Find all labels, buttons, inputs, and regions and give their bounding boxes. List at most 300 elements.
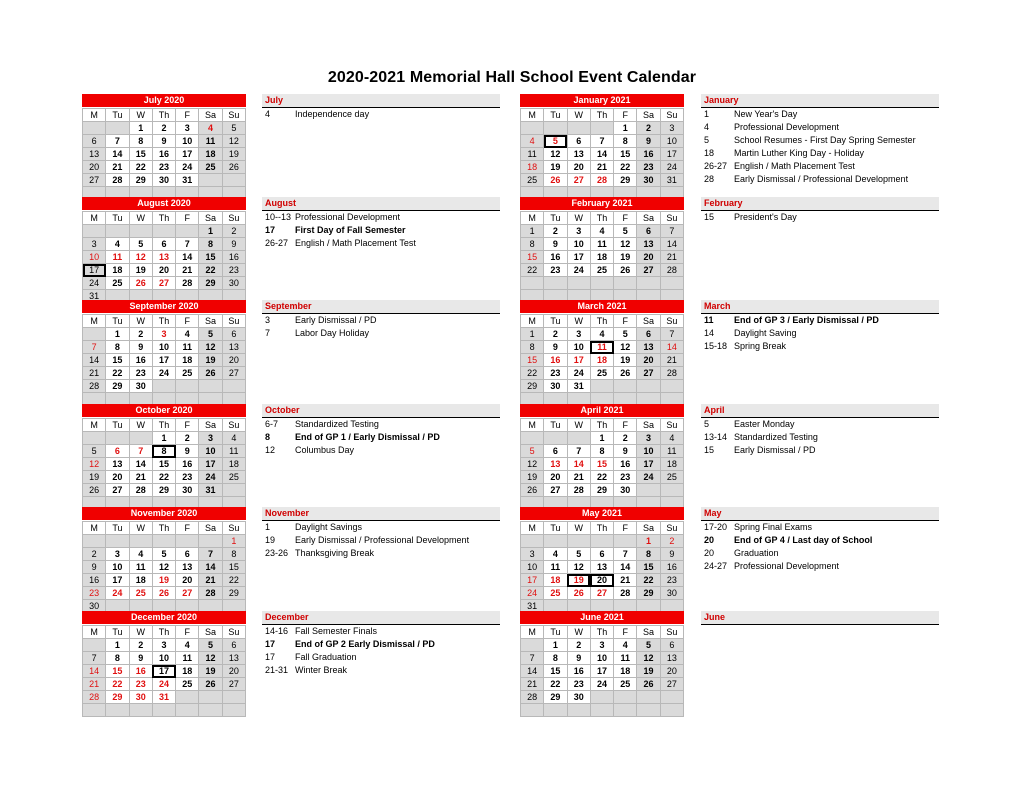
day-cell: 26 [567,587,590,600]
weekday-label: Sa [199,109,222,122]
week-row [83,341,246,354]
event-item [262,638,500,651]
day-cell: 27 [222,678,245,691]
day-cell: 16 [544,251,567,264]
month-header: February 2021 [520,197,684,211]
event-description: Independence day [295,109,370,119]
day-cell: 4 [176,639,199,652]
empty-day-cell [521,432,544,445]
event-date: 17-20 [704,522,728,532]
day-cell: 9 [222,238,245,251]
day-cell: 14 [176,251,199,264]
day-cell: 13 [637,341,660,354]
weekday-label: Th [590,109,613,122]
day-cell: 15 [521,354,544,367]
weekday-label: M [83,419,106,432]
week-row [521,122,684,135]
month-header: May 2021 [520,507,684,521]
day-cell: 17 [590,665,613,678]
month-calendar [520,94,684,200]
event-description: New Year's Day [734,109,798,119]
event-date: 4 [704,122,710,132]
month-header: October 2020 [82,404,246,418]
day-cell: 24 [152,367,175,380]
day-cell: 9 [660,548,683,561]
event-item [262,431,500,444]
month-calendar [82,507,246,613]
day-cell: 1 [637,535,660,548]
event-date: 4 [265,109,271,119]
day-cell: 17 [152,665,175,678]
day-cell: 23 [660,574,683,587]
event-item [701,134,939,147]
day-cell: 30 [83,600,106,613]
day-cell: 16 [152,148,175,161]
empty-day-cell [129,535,152,548]
weekday-label: Th [152,419,175,432]
day-cell: 12 [199,341,222,354]
day-cell: 5 [567,548,590,561]
empty-day-cell [222,174,245,187]
day-cell: 11 [660,445,683,458]
day-cell: 24 [83,277,106,290]
week-row [83,548,246,561]
day-cell: 11 [222,445,245,458]
day-cell: 12 [83,458,106,471]
month-calendar [520,197,684,303]
day-cell: 21 [567,471,590,484]
day-cell: 22 [222,574,245,587]
event-item [262,327,500,340]
event-description: Labor Day Holiday [295,328,370,338]
day-cell: 1 [152,432,175,445]
day-cell: 2 [660,535,683,548]
day-cell: 19 [544,161,567,174]
week-row [521,548,684,561]
day-cell: 30 [222,277,245,290]
event-description: School Resumes - First Day Spring Semester [734,135,916,145]
day-cell: 8 [637,548,660,561]
weekday-label: W [567,522,590,535]
day-cell: 10 [637,445,660,458]
weekday-label: W [129,109,152,122]
page-title: 2020-2021 Memorial Hall School Event Calendar [327,69,697,86]
week-row [521,678,684,691]
day-cell: 7 [129,445,152,458]
weekday-label: Tu [106,315,129,328]
week-row [521,471,684,484]
empty-day-cell [521,277,544,290]
day-cell: 28 [199,587,222,600]
day-cell: 24 [106,587,129,600]
weekday-label: F [176,522,199,535]
day-cell: 24 [660,161,683,174]
weekday-label: M [521,212,544,225]
day-cell: 27 [222,367,245,380]
empty-day-cell [590,380,613,393]
weekday-label: F [614,419,637,432]
day-cell: 10 [521,561,544,574]
day-cell: 26 [614,264,637,277]
day-cell: 6 [637,328,660,341]
event-date: 17 [265,225,276,235]
day-cell: 26 [83,484,106,497]
week-row [83,484,246,497]
week-row [521,328,684,341]
day-cell: 15 [637,561,660,574]
event-item [262,237,500,250]
event-description: Standardized Testing [295,419,379,429]
day-cell: 26 [614,367,637,380]
day-cell: 5 [521,445,544,458]
week-row [521,691,684,704]
day-cell: 27 [637,367,660,380]
weekday-label: Tu [106,212,129,225]
day-cell: 18 [614,665,637,678]
empty-day-cell [567,432,590,445]
event-month-header: August [262,197,500,211]
day-cell: 9 [567,652,590,665]
week-row [83,458,246,471]
weekday-header-row [521,109,684,122]
week-row [521,354,684,367]
day-cell: 28 [83,691,106,704]
day-cell: 22 [129,161,152,174]
day-cell: 13 [106,458,129,471]
weekday-label: F [614,109,637,122]
day-cell: 4 [590,225,613,238]
week-row [521,704,684,717]
week-row [521,587,684,600]
event-item [701,340,939,353]
weekday-label: F [614,315,637,328]
event-description: Thanksgiving Break [295,548,375,558]
day-cell: 27 [660,678,683,691]
day-cell: 29 [637,587,660,600]
event-list [701,611,939,625]
day-cell: 15 [129,148,152,161]
day-cell: 9 [83,561,106,574]
day-cell: 5 [199,639,222,652]
day-cell: 6 [222,328,245,341]
day-cell: 3 [660,122,683,135]
empty-day-cell [222,380,245,393]
day-cell: 10 [152,652,175,665]
event-description: End of GP 1 / Early Dismissal / PD [295,432,440,442]
empty-day-cell [176,535,199,548]
empty-day-cell [521,535,544,548]
empty-day-cell [152,535,175,548]
day-cell: 18 [590,354,613,367]
weekday-label: Sa [199,419,222,432]
day-cell: 28 [106,174,129,187]
month-calendar [520,611,684,717]
weekday-label: Sa [637,212,660,225]
day-cell: 30 [567,691,590,704]
day-cell: 7 [83,652,106,665]
event-item [262,651,500,664]
day-cell: 21 [199,574,222,587]
day-cell: 23 [637,161,660,174]
empty-day-cell [590,691,613,704]
month-header: April 2021 [520,404,684,418]
weekday-label: Su [222,212,245,225]
day-cell: 30 [176,484,199,497]
week-row [83,574,246,587]
day-cell: 1 [614,122,637,135]
day-cell: 1 [106,328,129,341]
week-row [83,354,246,367]
empty-day-cell [614,535,637,548]
day-cell: 11 [176,652,199,665]
day-cell: 31 [199,484,222,497]
day-cell: 26 [129,277,152,290]
weekday-label: M [83,522,106,535]
event-description: End of GP 3 / Early Dismissal / PD [734,315,879,325]
empty-day-cell [176,691,199,704]
event-description: Standardized Testing [734,432,818,442]
day-cell: 15 [199,251,222,264]
empty-day-cell [567,704,590,717]
week-row [521,665,684,678]
day-cell: 23 [567,678,590,691]
day-cell: 24 [152,678,175,691]
day-cell: 11 [590,341,613,354]
event-item [262,108,500,121]
event-description: Early Dismissal / Professional Development [295,535,470,545]
empty-day-cell [637,484,660,497]
empty-day-cell [83,328,106,341]
empty-day-cell [199,535,222,548]
weekday-label: Th [590,419,613,432]
weekday-header-row [83,315,246,328]
weekday-header-row [83,626,246,639]
day-cell: 14 [83,354,106,367]
day-cell: 9 [637,135,660,148]
week-row [83,277,246,290]
day-cell: 10 [106,561,129,574]
day-cell: 17 [152,354,175,367]
day-cell: 10 [152,341,175,354]
day-cell: 26 [222,161,245,174]
day-cell: 7 [83,341,106,354]
event-date: 5 [704,419,710,429]
day-cell: 4 [222,432,245,445]
weekday-label: Su [660,419,683,432]
day-cell: 17 [567,251,590,264]
event-description: Daylight Saving [734,328,797,338]
weekday-label: W [129,419,152,432]
day-cell: 22 [152,471,175,484]
week-row [83,652,246,665]
weekday-label: Su [222,522,245,535]
day-cell: 4 [106,238,129,251]
day-cell: 13 [83,148,106,161]
empty-day-cell [544,432,567,445]
week-row [83,432,246,445]
day-cell: 5 [637,639,660,652]
day-cell: 14 [521,665,544,678]
day-cell: 15 [614,148,637,161]
event-description: Winter Break [295,665,348,675]
day-cell: 8 [106,341,129,354]
weekday-header-row [521,626,684,639]
day-cell: 7 [660,328,683,341]
day-cell: 10 [83,251,106,264]
day-cell: 19 [199,354,222,367]
day-cell: 22 [106,367,129,380]
day-cell: 4 [521,135,544,148]
weekday-header-row [521,212,684,225]
empty-day-cell [152,225,175,238]
day-cell: 4 [590,328,613,341]
event-description: End of GP 2 Early Dismissal / PD [295,639,435,649]
day-cell: 30 [152,174,175,187]
week-row [521,277,684,290]
weekday-label: Sa [637,109,660,122]
week-row [521,135,684,148]
day-cell: 5 [614,225,637,238]
day-cell: 17 [199,458,222,471]
day-cell: 8 [590,445,613,458]
day-cell: 23 [129,678,152,691]
day-cell: 29 [106,380,129,393]
week-row [83,691,246,704]
day-cell: 4 [614,639,637,652]
month-header: August 2020 [82,197,246,211]
day-cell: 11 [199,135,222,148]
day-cell: 21 [83,367,106,380]
day-cell: 9 [129,652,152,665]
empty-day-cell [660,380,683,393]
week-row [521,251,684,264]
weekday-label: W [567,109,590,122]
day-cell: 18 [222,458,245,471]
day-cell: 11 [129,561,152,574]
day-cell: 30 [129,691,152,704]
weekday-label: M [83,212,106,225]
day-cell: 11 [106,251,129,264]
event-description: Spring Break [734,341,787,351]
day-cell: 15 [106,354,129,367]
day-cell: 19 [567,574,590,587]
weekday-label: Sa [199,315,222,328]
empty-day-cell [637,691,660,704]
event-item [701,431,939,444]
day-cell: 20 [660,665,683,678]
day-cell: 6 [222,639,245,652]
weekday-label: W [129,626,152,639]
empty-day-cell [590,122,613,135]
event-item [701,147,939,160]
week-row [83,445,246,458]
day-cell: 13 [222,341,245,354]
empty-day-cell [83,535,106,548]
day-cell: 28 [521,691,544,704]
day-cell: 24 [637,471,660,484]
empty-day-cell [222,691,245,704]
event-date: 8 [265,432,271,442]
weekday-label: Tu [106,626,129,639]
week-row [83,678,246,691]
day-cell: 29 [129,174,152,187]
month-table [520,108,684,200]
event-item [701,173,939,186]
day-cell: 9 [129,341,152,354]
day-cell: 21 [660,251,683,264]
month-table [82,625,246,717]
event-month-header: March [701,300,939,314]
empty-day-cell [152,704,175,717]
day-cell: 22 [590,471,613,484]
event-date: 18 [704,148,715,158]
day-cell: 17 [521,574,544,587]
day-cell: 6 [544,445,567,458]
event-list [701,300,939,353]
weekday-label: M [521,626,544,639]
day-cell: 4 [129,548,152,561]
empty-day-cell [176,225,199,238]
empty-day-cell [199,704,222,717]
week-row [83,639,246,652]
day-cell: 21 [660,354,683,367]
day-cell: 19 [83,471,106,484]
day-cell: 12 [614,238,637,251]
empty-day-cell [521,122,544,135]
day-cell: 20 [176,574,199,587]
day-cell: 24 [567,367,590,380]
day-cell: 18 [176,354,199,367]
day-cell: 18 [660,458,683,471]
day-cell: 26 [199,367,222,380]
day-cell: 31 [567,380,590,393]
day-cell: 13 [152,251,175,264]
day-cell: 25 [590,264,613,277]
week-row [83,665,246,678]
day-cell: 22 [521,367,544,380]
event-list [262,404,500,457]
event-item [262,224,500,237]
day-cell: 1 [544,639,567,652]
week-row [521,561,684,574]
day-cell: 14 [129,458,152,471]
day-cell: 18 [590,251,613,264]
event-item [701,314,939,327]
day-cell: 24 [521,587,544,600]
day-cell: 12 [637,652,660,665]
day-cell: 12 [152,561,175,574]
weekday-label: Th [590,315,613,328]
day-cell: 7 [614,548,637,561]
event-list [701,94,939,186]
empty-day-cell [199,380,222,393]
month-header: March 2021 [520,300,684,314]
day-cell: 31 [521,600,544,613]
day-cell: 10 [176,135,199,148]
day-cell: 2 [614,432,637,445]
event-date: 6-7 [265,419,279,429]
weekday-label: Su [222,419,245,432]
day-cell: 2 [544,225,567,238]
week-row [83,174,246,187]
month-table [82,521,246,613]
day-cell: 8 [614,135,637,148]
empty-day-cell [614,277,637,290]
day-cell: 25 [176,678,199,691]
empty-day-cell [660,704,683,717]
day-cell: 7 [660,225,683,238]
event-description: English / Math Placement Test [734,161,855,171]
